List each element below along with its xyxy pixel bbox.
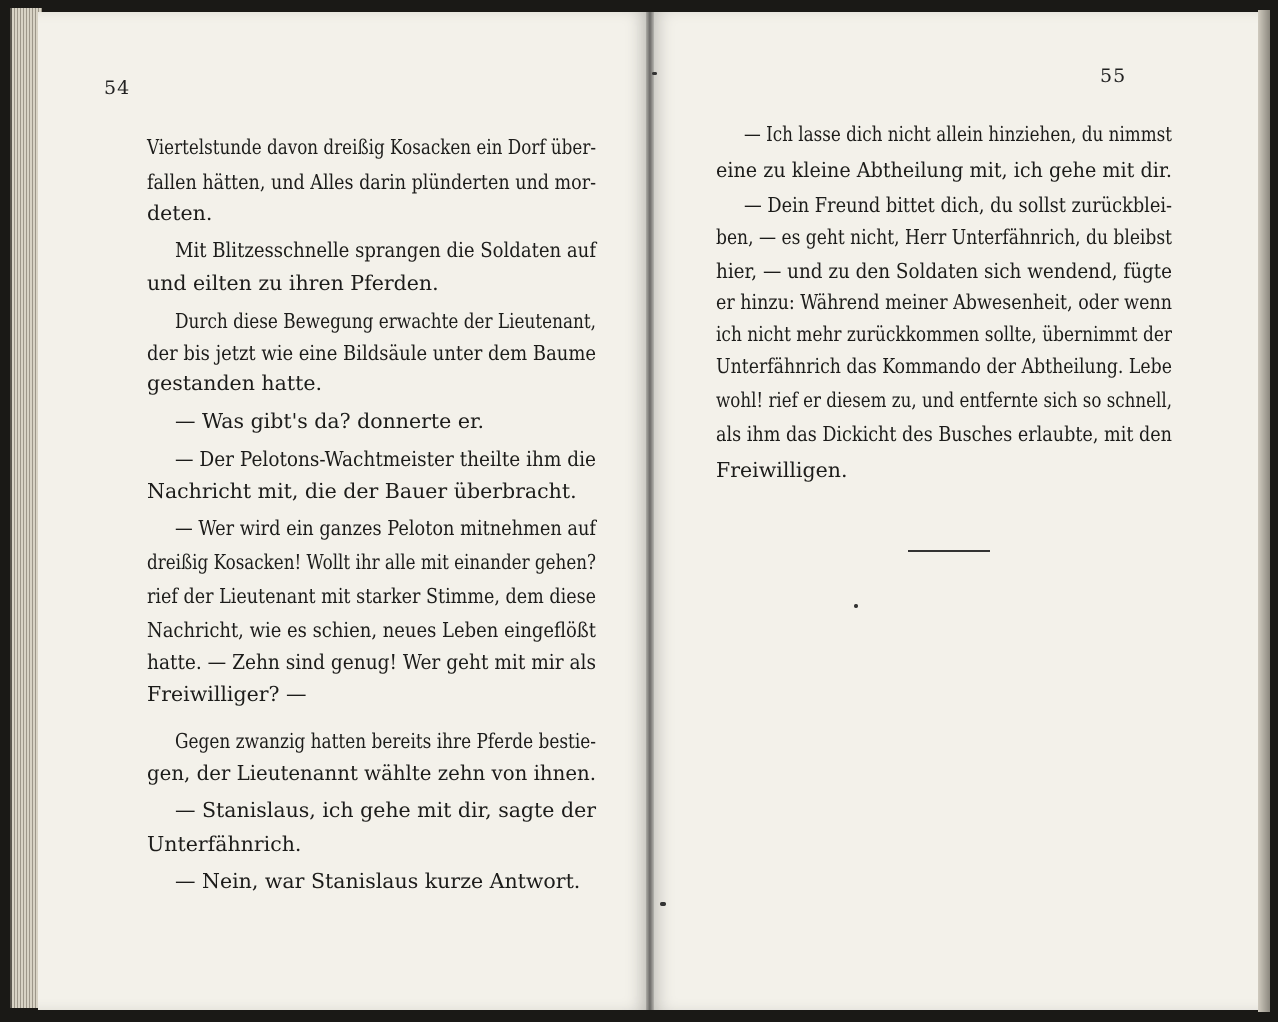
left-text-line: — Stanislaus, ich gehe mit dir, sagte der [175,798,596,822]
ink-speck [660,902,666,906]
right-text-line: als ihm das Dickicht des Busches erlaubte, mit den [716,422,1172,446]
right-text-line: hier, — und zu den Soldaten sich wendend, fügte [716,259,1172,283]
left-text-line: — Der Pelotons-Wachtmeister theilte ihm die [175,447,596,471]
left-text-line: Nachricht, wie es schien, neues Leben eingeflößt [147,618,596,642]
left-text-line: der bis jetzt wie eine Bildsäule unter dem Baume [147,341,596,365]
right-text-line: — Ich lasse dich nicht allein hinziehen, du nimmst [744,122,1172,146]
left-text-line: — Nein, war Stanislaus kurze Antwort. [175,869,581,893]
section-rule [908,550,990,552]
ink-speck [652,72,657,75]
left-page-number: 54 [104,77,131,99]
left-text-line: deten. [147,201,213,225]
left-text-line: Nachricht mit, die der Bauer überbracht. [147,479,577,503]
right-text-line: — Dein Freund bittet dich, du sollst zurückblei- [744,193,1172,217]
left-text-line: gestanden hatte. [147,371,322,395]
right-text-line: er hinzu: Während meiner Abwesenheit, oder wenn [716,290,1172,314]
left-text-line: hatte. — Zehn sind genug! Wer geht mit mir als [147,650,596,674]
right-page-number: 55 [1100,65,1127,87]
left-text-line: dreißig Kosacken! Wollt ihr alle mit einander gehen? [147,550,596,574]
left-text-line: Mit Blitzesschnelle sprangen die Soldaten auf [175,238,596,262]
left-text-line: Viertelstunde davon dreißig Kosacken ein Dorf über- [147,135,596,159]
right-text-line: eine zu kleine Abtheilung mit, ich gehe mit dir. [716,158,1172,182]
right-text-line: ben, — es geht nicht, Herr Unterfähnrich, du bleibst [716,225,1172,249]
left-text-line: — Was gibt's da? donnerte er. [175,409,485,433]
right-text-line: Freiwilligen. [716,458,848,482]
left-text-line: fallen hätten, und Alles darin plünderten und mor- [147,170,596,194]
right-text-line: wohl! rief er diesem zu, und entfernte sich so schnell, [716,388,1172,412]
book-gutter [646,12,654,1010]
left-text-line: rief der Lieutenant mit starker Stimme, dem diese [147,584,596,608]
ink-speck [854,604,858,608]
left-text-line: und eilten zu ihren Pferden. [147,271,439,295]
right-page-edge [1258,10,1270,1012]
right-text-line: ich nicht mehr zurückkommen sollte, übernimmt der [716,322,1172,346]
left-text-line: Freiwilliger? — [147,682,307,706]
left-text-line: Unterfähnrich. [147,832,302,856]
left-text-line: Gegen zwanzig hatten bereits ihre Pferde bestie- [175,729,596,753]
left-text-line: — Wer wird ein ganzes Peloton mitnehmen auf [175,516,596,540]
left-page [38,12,650,1010]
left-text-line: Durch diese Bewegung erwachte der Lieutenant, [175,309,596,333]
left-text-line: gen, der Lieutenannt wählte zehn von ihnen. [147,761,596,785]
right-text-line: Unterfähnrich das Kommando der Abtheilung. Lebe [716,354,1172,378]
